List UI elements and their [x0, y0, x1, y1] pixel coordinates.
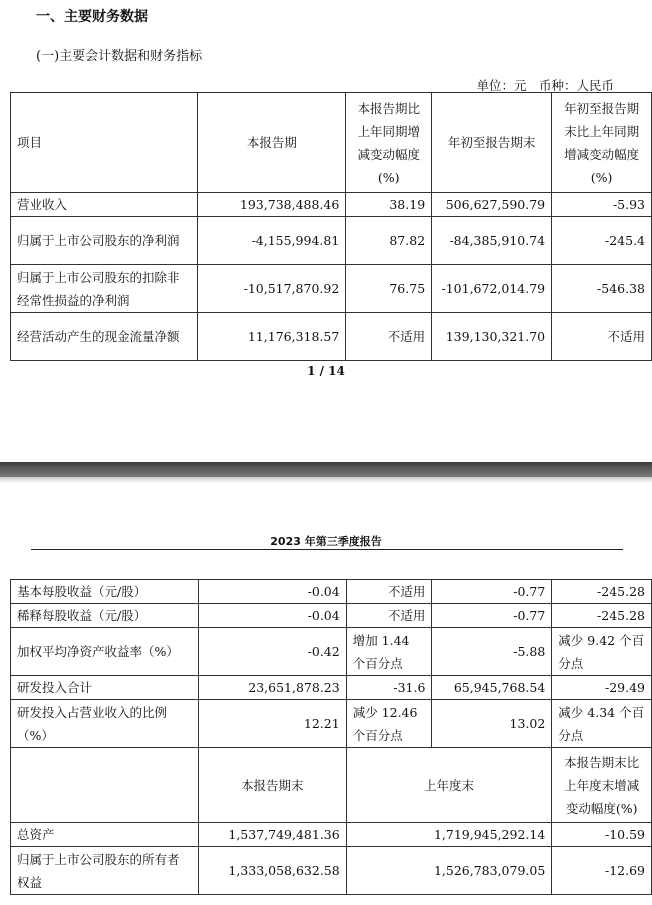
row-ytd-change: -245.4 [552, 217, 652, 265]
row-ytd: 139,130,321.70 [432, 313, 552, 361]
row-ytd-change: 减少 4.34 个百分点 [552, 700, 652, 748]
table-row [11, 823, 652, 847]
row-item: 营业收入 [11, 193, 198, 217]
header-item: 项目 [11, 93, 198, 193]
table-row [11, 217, 652, 265]
row-item: 归属于上市公司股东的所有者权益 [11, 847, 199, 895]
row-period-end: 1,333,058,632.58 [198, 847, 346, 895]
header-current: 本报告期 [198, 93, 346, 193]
row-current: 12.21 [198, 700, 346, 748]
row-ytd-change: -546.38 [552, 265, 652, 313]
row-item: 归属于上市公司股东的扣除非经常性损益的净利润 [11, 265, 198, 313]
row-current-change: 减少 12.46 个百分点 [346, 700, 432, 748]
row-current-change: 38.19 [346, 193, 432, 217]
row-item: 稀释每股收益（元/股） [11, 604, 199, 628]
row-current-change: 87.82 [346, 217, 432, 265]
row-balance-change: -10.59 [552, 823, 652, 847]
header-ytd-change: 年初至报告期末比上年同期增减变动幅度(%) [552, 93, 652, 193]
table-row [11, 313, 652, 361]
row-ytd: 506,627,590.79 [432, 193, 552, 217]
row-current: -4,155,994.81 [198, 217, 346, 265]
balance-header-item [11, 748, 199, 823]
row-current-change: 不适用 [346, 313, 432, 361]
table-row [11, 604, 652, 628]
table-row [11, 700, 652, 748]
balance-header-row [11, 748, 652, 823]
row-current: -0.04 [198, 580, 346, 604]
header-period-end: 本报告期末 [198, 748, 346, 823]
unit-line: 单位：元 币种：人民币 [476, 78, 614, 93]
row-ytd: -5.88 [432, 628, 552, 676]
row-ytd: -0.77 [432, 580, 552, 604]
row-ytd: -101,672,014.79 [432, 265, 552, 313]
financial-table-1 [10, 92, 652, 361]
row-current: 11,176,318.57 [198, 313, 346, 361]
row-period-end: 1,537,749,481.36 [198, 823, 346, 847]
row-item: 研发投入合计 [11, 676, 199, 700]
row-ytd-change: 减少 9.42 个百分点 [552, 628, 652, 676]
row-item: 经营活动产生的现金流量净额 [11, 313, 198, 361]
table-row [11, 847, 652, 895]
row-current-change: 76.75 [346, 265, 432, 313]
row-current-change: 不适用 [346, 604, 432, 628]
row-ytd-change: -245.28 [552, 604, 652, 628]
row-item: 基本每股收益（元/股） [11, 580, 199, 604]
table-header-row [11, 93, 652, 193]
row-current-change: 增加 1.44 个百分点 [346, 628, 432, 676]
page-divider [0, 462, 652, 477]
table-row [11, 265, 652, 313]
page-divider-shadow [0, 477, 652, 483]
row-item: 总资产 [11, 823, 199, 847]
row-ytd: 65,945,768.54 [432, 676, 552, 700]
report-title-underline [31, 549, 623, 550]
table-row [11, 628, 652, 676]
row-ytd: -84,385,910.74 [432, 217, 552, 265]
row-current: -0.04 [198, 604, 346, 628]
table-row [11, 193, 652, 217]
row-item: 归属于上市公司股东的净利润 [11, 217, 198, 265]
row-ytd: -0.77 [432, 604, 552, 628]
row-current-change: -31.6 [346, 676, 432, 700]
row-item: 加权平均净资产收益率（%） [11, 628, 199, 676]
section-title: 一、主要财务数据 [36, 9, 148, 25]
financial-table-2 [10, 579, 652, 895]
row-ytd: 13.02 [432, 700, 552, 748]
row-last-year-end: 1,526,783,079.05 [346, 847, 552, 895]
row-current: -0.42 [198, 628, 346, 676]
header-last-year-end: 上年度末 [346, 748, 552, 823]
page-number: 1 / 14 [307, 364, 345, 378]
table-row [11, 580, 652, 604]
row-current: 23,651,878.23 [198, 676, 346, 700]
table-row [11, 676, 652, 700]
report-title: 2023 年第三季度报告 [270, 535, 382, 548]
row-item: 研发投入占营业收入的比例（%） [11, 700, 199, 748]
row-balance-change: -12.69 [552, 847, 652, 895]
row-last-year-end: 1,719,945,292.14 [346, 823, 552, 847]
row-ytd-change: 不适用 [552, 313, 652, 361]
row-ytd-change: -29.49 [552, 676, 652, 700]
header-balance-change: 本报告期末比上年度末增减变动幅度(%) [552, 748, 652, 823]
row-current-change: 不适用 [346, 580, 432, 604]
row-ytd-change: -5.93 [552, 193, 652, 217]
header-current-change: 本报告期比上年同期增减变动幅度(%) [346, 93, 432, 193]
row-ytd-change: -245.28 [552, 580, 652, 604]
row-current: -10,517,870.92 [198, 265, 346, 313]
row-current: 193,738,488.46 [198, 193, 346, 217]
subsection-title: (一)主要会计数据和财务指标 [36, 49, 203, 64]
header-ytd: 年初至报告期末 [432, 93, 552, 193]
